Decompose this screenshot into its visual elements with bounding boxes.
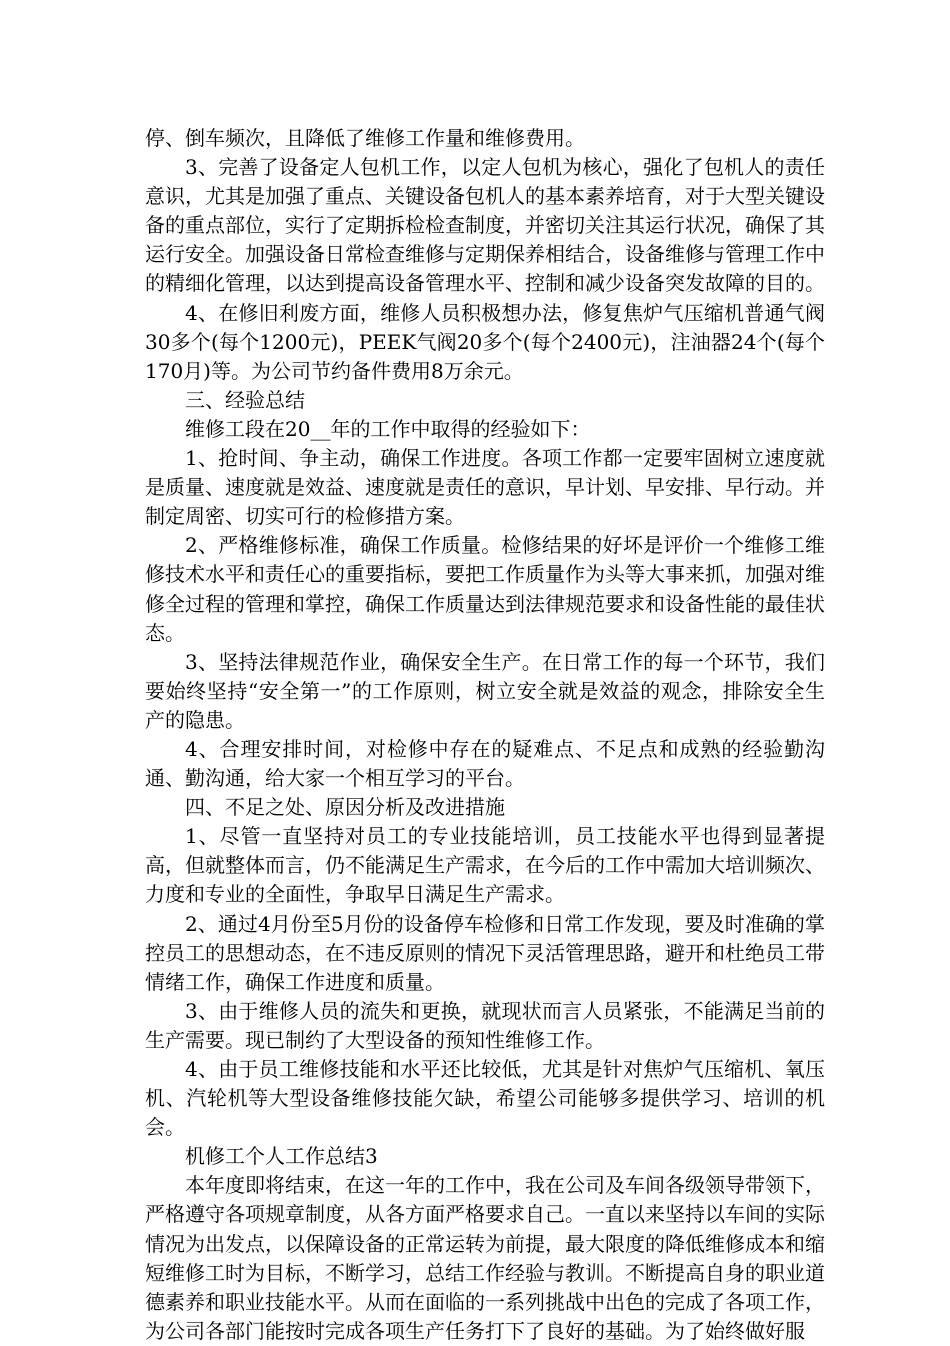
section-heading: 三、经验总结	[185, 387, 305, 412]
paragraph: 3、完善了设备定人包机工作，以定人包机为核心，强化了包机人的责任意识，尤其是加强了重点、关键设备包机人的基本素养培育，对于大型关键设备的重点部位，实行了定期拆检检查制度，并密切关注其运行状况，确保了其运行安全。加强设备日常检查维修与定期保养相结合，设备维修与管理工作中的精细化管理，以达到提高设备管理水平、控制和减少设备突发故障的目的。	[145, 155, 825, 296]
section-heading: 机修工个人工作总结3	[185, 1144, 378, 1169]
paragraph: 2、严格维修标准，确保工作质量。检修结果的好坏是评价一个维修工维修技术水平和责任心的重要指标，要把工作质量作为头等大事来抓，加强对维修全过程的管理和掌控，确保工作质量达到法律规范要求和设备性能的最佳状态。	[145, 533, 825, 645]
document-body	[145, 124, 825, 1346]
section-heading: 四、不足之处、原因分析及改进措施	[185, 795, 505, 820]
paragraph: 4、合理安排时间，对检修中存在的疑难点、不足点和成熟的经验勤沟通、勤沟通，给大家一个相互学习的平台。	[145, 736, 825, 791]
paragraph: 维修工段在20__年的工作中取得的经验如下：	[185, 416, 591, 441]
paragraph: 停、倒车频次，且降低了维修工作量和维修费用。	[145, 126, 585, 150]
paragraph: 本年度即将结束，在这一年的工作中，我在公司及车间各级领导带领下，严格遵守各项规章制度，从各方面严格要求自己。一直以来坚持以车间的实际情况为出发点，以保障设备的正常运转为前提，最大限度的降低维修成本和缩短维修工时为目标，不断学习，总结工作经验与教训。不断提高自身的职业道德素养和职业技能水平。从而在面临的一系列挑战中出色的完成了各项工作，为公司各部门能按时完成各项生产任务打下了良好的基础。为了始终做好服	[145, 1173, 825, 1343]
paragraph: 1、抢时间、争主动，确保工作进度。各项工作都一定要牢固树立速度就是质量、速度就是效益、速度就是责任的意识，早计划、早安排、早行动。并制定周密、切实可行的检修措方案。	[145, 446, 825, 529]
paragraph: 3、坚持法律规范作业，确保安全生产。在日常工作的每一个环节，我们要始终坚持“安全第一”的工作原则，树立安全就是效益的观念，排除安全生产的隐患。	[145, 649, 825, 732]
paragraph: 4、由于员工维修技能和水平还比较低，尤其是针对焦炉气压缩机、氧压机、汽轮机等大型设备维修技能欠缺，希望公司能够多提供学习、培训的机会。	[145, 1057, 825, 1140]
paragraph: 4、在修旧利废方面，维修人员积极想办法，修复焦炉气压缩机普通气阀30多个(每个1200元)，PEEK气阀20多个(每个2400元)，注油器24个(每个170月)等。为公司节约备件费用8万余元。	[145, 300, 825, 383]
paragraph: 3、由于维修人员的流失和更换，就现状而言人员紧张，不能满足当前的生产需要。现已制约了大型设备的预知性维修工作。	[145, 998, 825, 1052]
paragraph: 1、尽管一直坚持对员工的专业技能培训，员工技能水平也得到显著提高，但就整体而言，仍不能满足生产需求，在今后的工作中需加大培训频次、力度和专业的全面性，争取早日满足生产需求。	[145, 824, 825, 907]
paragraph: 2、通过4月份至5月份的设备停车检修和日常工作发现，要及时准确的掌控员工的思想动态，在不违反原则的情况下灵活管理思路，避开和杜绝员工带情绪工作，确保工作进度和质量。	[145, 911, 825, 994]
